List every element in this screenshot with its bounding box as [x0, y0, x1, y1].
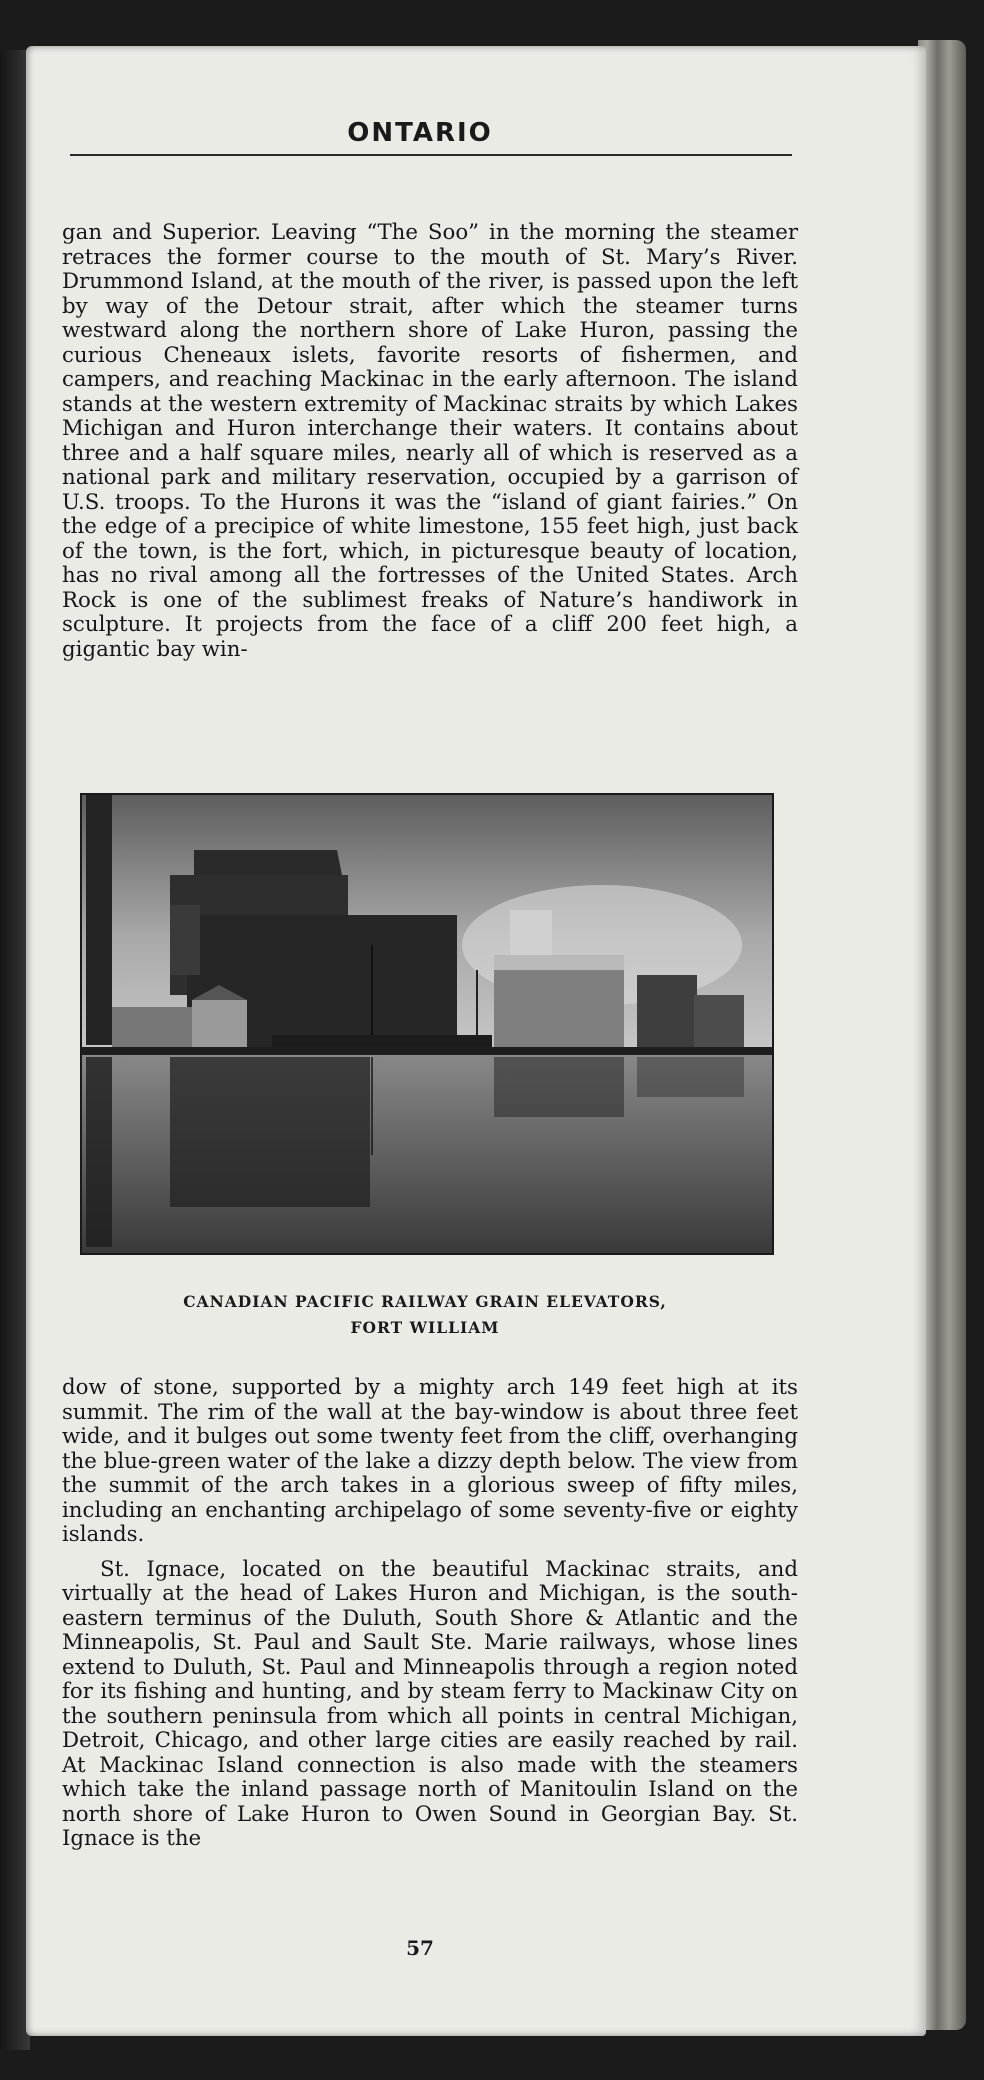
- photo-illustration: [82, 795, 772, 1253]
- caption-line-2: FORT WILLIAM: [350, 1318, 500, 1337]
- top-text-block: [62, 221, 798, 662]
- bottom-text-block: [62, 1376, 798, 1852]
- page-number: 57: [406, 1936, 434, 1960]
- running-head: ONTARIO: [347, 118, 493, 148]
- caption-line-1: CANADIAN PACIFIC RAILWAY GRAIN ELEVATORS,: [183, 1292, 667, 1311]
- photo-grain-elevators: [80, 793, 774, 1255]
- paragraph-continuation: dow of stone, supported by a mighty arch 149 feet high at its summit. The rim of the wall at the bay-window is about three feet wide, and it bulges out some twenty feet from the cliff, overhanging the blue-green water of the lake a dizzy depth below. The view from the summit of the arch takes in a glorious sweep of fifty miles, including an enchanting archipelago of some seventy-five or eighty islands.: [62, 1375, 798, 1547]
- figure-caption: [100, 1289, 750, 1341]
- header-rule: [70, 154, 792, 156]
- paragraph-st-ignace: St. Ignace, located on the beautiful Mackinac straits, and virtually at the head of Lakes Huron and Michigan, is the south-eastern terminus of the Duluth, South Shore & Atlantic and the Minneapolis, St. Paul and Sault Ste. Marie railways, whose lines extend to Duluth, St. Paul and Minneapolis through a region noted for its fishing and hunting, and by steam ferry to Mackinaw City on the southern peninsula from which all points in central Michigan, Detroit, Chicago, and other large cities are easily reached by rail. At Mackinac Island connection is also made with the steamers which take the inland passage north of Manitoulin Island on the north shore of Lake Huron to Owen Sound in Georgian Bay. St. Ignace is the: [62, 1556, 798, 1851]
- paragraph-top: gan and Superior. Leaving “The Soo” in the morning the steamer retraces the former course to the mouth of St. Mary’s River. Drummond Island, at the mouth of the river, is passed upon the left by way of the Detour strait, after which the steamer turns westward along the northern shore of Lake Huron, passing the curious Cheneaux islets, favorite resorts of fishermen, and campers, and reaching Mackinac in the early afternoon. The island stands at the western extremity of Mackinac straits by which Lakes Michigan and Huron interchange their waters. It contains about three and a half square miles, nearly all of which is reserved as a national park and military reservation, occupied by a garrison of U.S. troops. To the Hurons it was the “island of giant fairies.” On the edge of a precipice of white limestone, 155 feet high, just back of the town, is the fort, which, in picturesque beauty of location, has no rival among all the fortresses of the United States. Arch Rock is one of the sublimest freaks of Nature’s handiwork in sculpture. It projects from the face of a cliff 200 feet high, a gigantic bay win-: [62, 220, 798, 662]
